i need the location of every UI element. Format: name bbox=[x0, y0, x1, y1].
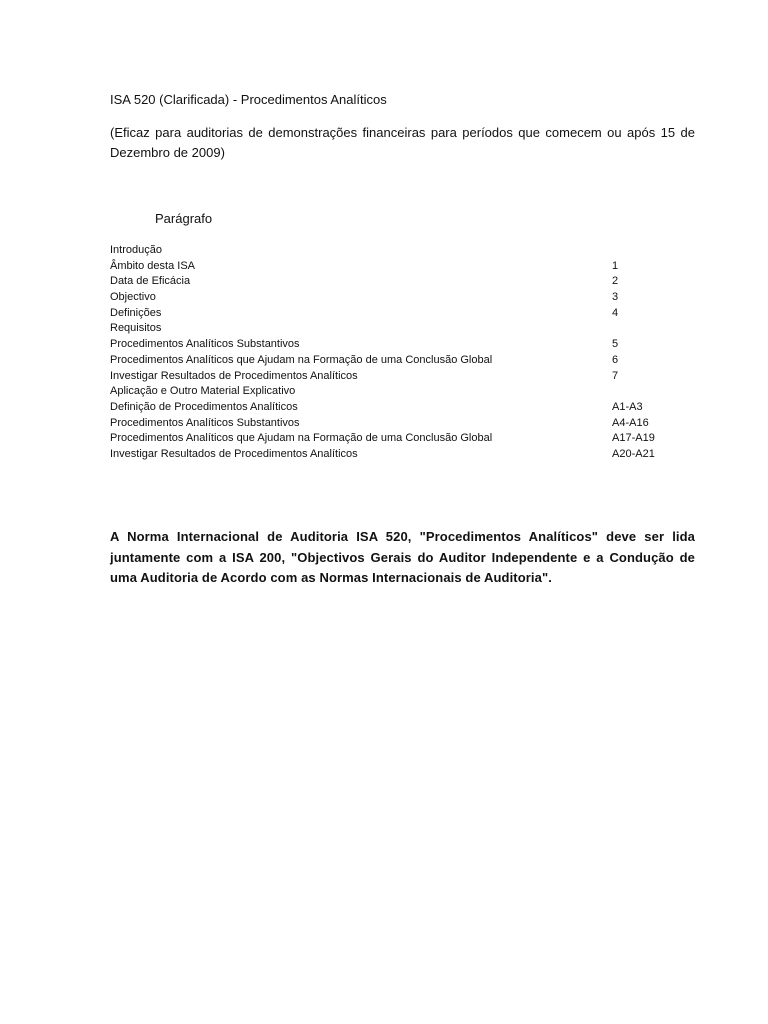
toc-label: Procedimentos Analíticos que Ajudam na Formação de uma Conclusão Global bbox=[110, 353, 493, 366]
toc-row bbox=[110, 353, 695, 369]
toc-row bbox=[110, 369, 695, 385]
toc-paragraph: A17-A19 bbox=[612, 432, 655, 445]
toc-label: Introdução bbox=[110, 244, 162, 256]
toc-label: Requisitos bbox=[110, 322, 162, 335]
toc-row bbox=[110, 290, 695, 306]
toc-paragraph: 2 bbox=[612, 275, 619, 288]
toc-paragraph: 3 bbox=[612, 291, 619, 304]
toc-row bbox=[110, 243, 695, 259]
toc-row bbox=[110, 416, 695, 432]
toc-row bbox=[110, 274, 695, 290]
toc-label: Definição de Procedimentos Analíticos bbox=[110, 400, 298, 413]
toc-row bbox=[110, 337, 695, 353]
toc-paragraph: A20-A21 bbox=[612, 447, 655, 460]
toc-label: Âmbito desta ISA bbox=[110, 259, 195, 272]
toc-paragraph: 4 bbox=[612, 306, 619, 319]
toc-paragraph: 6 bbox=[612, 353, 619, 366]
toc-label: Procedimentos Analíticos Substantivos bbox=[110, 338, 300, 351]
toc-row bbox=[110, 384, 695, 400]
toc-row bbox=[110, 431, 695, 447]
toc-paragraph: 1 bbox=[612, 259, 619, 272]
toc-row bbox=[110, 259, 695, 275]
toc-row bbox=[110, 306, 695, 322]
toc-label: Objectivo bbox=[110, 291, 156, 304]
toc-paragraph: A1-A3 bbox=[612, 400, 643, 413]
table-of-contents bbox=[110, 243, 695, 463]
toc-row bbox=[110, 321, 695, 337]
toc-paragraph: A4-A16 bbox=[612, 416, 649, 429]
effective-date-note: (Eficaz para auditorias de demonstrações financeiras para períodos que comecem ou após 15 de Dezembro de 2009) bbox=[110, 125, 695, 160]
toc-row bbox=[110, 400, 695, 416]
toc-label: Procedimentos Analíticos que Ajudam na Formação de uma Conclusão Global bbox=[110, 432, 493, 445]
toc-row bbox=[110, 447, 695, 463]
document-title: ISA 520 (Clarificada) - Procedimentos Analíticos bbox=[110, 92, 387, 107]
toc-label: Investigar Resultados de Procedimentos Analíticos bbox=[110, 447, 358, 460]
toc-paragraph: 7 bbox=[612, 369, 619, 382]
toc-label: Definições bbox=[110, 306, 162, 319]
toc-paragraph: 5 bbox=[612, 338, 619, 351]
toc-label: Procedimentos Analíticos Substantivos bbox=[110, 416, 300, 429]
reading-note: A Norma Internacional de Auditoria ISA 520, "Procedimentos Analíticos" deve ser lida juntamente com a ISA 200, "Objectivos Gerais do Auditor Independente e a Condução de uma Auditoria de Acordo com as Normas Internacionais de Auditoria". bbox=[110, 529, 695, 585]
paragraph-column-heading: Parágrafo bbox=[155, 211, 213, 226]
toc-label: Data de Eficácia bbox=[110, 275, 191, 288]
toc-label: Aplicação e Outro Material Explicativo bbox=[110, 385, 296, 398]
toc-label: Investigar Resultados de Procedimentos Analíticos bbox=[110, 369, 358, 382]
